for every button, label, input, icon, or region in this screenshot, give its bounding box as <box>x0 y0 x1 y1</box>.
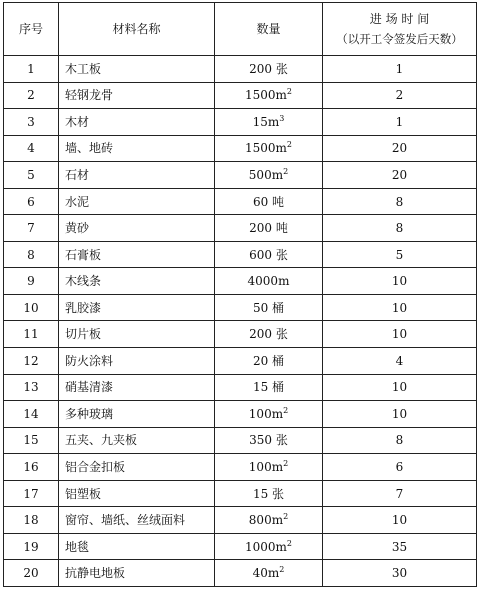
material-name: 多种玻璃 <box>59 401 215 428</box>
quantity-value: 40m <box>252 566 280 581</box>
material-name: 木材 <box>59 109 215 136</box>
quantity-value: 100m <box>248 459 284 474</box>
quantity-cell <box>215 401 323 428</box>
table-row <box>4 82 477 109</box>
unit-exponent: 3 <box>279 113 285 123</box>
entry-days: 10 <box>323 294 477 321</box>
material-name: 切片板 <box>59 321 215 348</box>
table-row <box>4 533 477 560</box>
quantity-value: 200 张 <box>249 327 288 342</box>
quantity-value: 1500m <box>244 141 287 156</box>
entry-days: 35 <box>323 533 477 560</box>
quantity-cell <box>215 427 323 454</box>
quantity-cell <box>215 507 323 534</box>
quantity-value: 100m <box>248 406 284 421</box>
header-no: 序号 <box>4 3 59 56</box>
quantity-value: 1000m <box>244 539 287 554</box>
quantity-cell <box>215 560 323 587</box>
header-quantity: 数量 <box>215 3 323 56</box>
quantity-value: 1500m <box>244 88 287 103</box>
entry-days: 10 <box>323 321 477 348</box>
row-number: 19 <box>4 533 59 560</box>
row-number: 5 <box>4 162 59 189</box>
unit-exponent: 2 <box>286 538 292 548</box>
quantity-value: 200 吨 <box>249 221 288 236</box>
entry-days: 2 <box>323 82 477 109</box>
entry-days: 8 <box>323 188 477 215</box>
row-number: 9 <box>4 268 59 295</box>
material-name: 轻钢龙骨 <box>59 82 215 109</box>
material-name: 窗帘、墙纸、丝绒面料 <box>59 507 215 534</box>
quantity-value: 15m <box>252 114 280 129</box>
unit-exponent: 2 <box>279 565 285 575</box>
material-name: 木工板 <box>59 56 215 83</box>
quantity-cell <box>215 321 323 348</box>
entry-days: 10 <box>323 268 477 295</box>
table-row <box>4 56 477 83</box>
quantity-cell <box>215 135 323 162</box>
table-header-row <box>4 3 477 56</box>
quantity-cell <box>215 56 323 83</box>
table-row <box>4 109 477 136</box>
unit-exponent: 2 <box>283 458 289 468</box>
table-row <box>4 507 477 534</box>
quantity-cell <box>215 374 323 401</box>
row-number: 1 <box>4 56 59 83</box>
material-name: 墙、地砖 <box>59 135 215 162</box>
quantity-cell <box>215 188 323 215</box>
quantity-cell <box>215 82 323 109</box>
row-number: 2 <box>4 82 59 109</box>
unit-exponent: 2 <box>283 512 289 522</box>
unit-exponent: 2 <box>286 140 292 150</box>
materials-table <box>3 2 477 587</box>
quantity-value: 800m <box>248 513 284 528</box>
material-name: 五夹、九夹板 <box>59 427 215 454</box>
row-number: 12 <box>4 348 59 375</box>
row-number: 15 <box>4 427 59 454</box>
entry-days: 10 <box>323 507 477 534</box>
quantity-value: 15 张 <box>252 486 285 501</box>
quantity-value: 200 张 <box>249 61 288 76</box>
entry-days: 6 <box>323 454 477 481</box>
table-row <box>4 454 477 481</box>
quantity-value: 600 张 <box>249 247 288 262</box>
row-number: 7 <box>4 215 59 242</box>
material-name: 水泥 <box>59 188 215 215</box>
quantity-value: 60 吨 <box>252 194 285 209</box>
table-row <box>4 374 477 401</box>
materials-schedule-document <box>3 2 477 587</box>
row-number: 6 <box>4 188 59 215</box>
quantity-value: 20 桶 <box>252 353 285 368</box>
material-name: 乳胶漆 <box>59 294 215 321</box>
row-number: 3 <box>4 109 59 136</box>
quantity-cell <box>215 480 323 507</box>
table-row <box>4 480 477 507</box>
material-name: 黄砂 <box>59 215 215 242</box>
quantity-cell <box>215 162 323 189</box>
unit-exponent: 2 <box>283 405 289 415</box>
table-row <box>4 215 477 242</box>
material-name: 硝基清漆 <box>59 374 215 401</box>
quantity-cell <box>215 454 323 481</box>
quantity-cell <box>215 215 323 242</box>
material-name: 木线条 <box>59 268 215 295</box>
entry-days: 8 <box>323 215 477 242</box>
unit-exponent: 2 <box>283 166 289 176</box>
table-row <box>4 241 477 268</box>
table-row <box>4 321 477 348</box>
material-name: 铝合金扣板 <box>59 454 215 481</box>
header-entry-time-note: （以开工令签发后天数） <box>336 32 463 46</box>
entry-days: 8 <box>323 427 477 454</box>
table-row <box>4 162 477 189</box>
row-number: 4 <box>4 135 59 162</box>
material-name: 石材 <box>59 162 215 189</box>
entry-days: 5 <box>323 241 477 268</box>
row-number: 20 <box>4 560 59 587</box>
row-number: 13 <box>4 374 59 401</box>
row-number: 10 <box>4 294 59 321</box>
row-number: 17 <box>4 480 59 507</box>
quantity-cell <box>215 268 323 295</box>
table-row <box>4 268 477 295</box>
material-name: 抗静电地板 <box>59 560 215 587</box>
material-name: 铝塑板 <box>59 480 215 507</box>
table-row <box>4 560 477 587</box>
row-number: 14 <box>4 401 59 428</box>
row-number: 8 <box>4 241 59 268</box>
quantity-value: 350 张 <box>249 433 288 448</box>
quantity-cell <box>215 533 323 560</box>
header-entry-time <box>323 3 477 56</box>
row-number: 16 <box>4 454 59 481</box>
entry-days: 4 <box>323 348 477 375</box>
table-row <box>4 401 477 428</box>
table-row <box>4 348 477 375</box>
entry-days: 1 <box>323 109 477 136</box>
quantity-cell <box>215 348 323 375</box>
entry-days: 10 <box>323 401 477 428</box>
material-name: 防火涂料 <box>59 348 215 375</box>
entry-days: 30 <box>323 560 477 587</box>
row-number: 18 <box>4 507 59 534</box>
material-name: 石膏板 <box>59 241 215 268</box>
entry-days: 1 <box>323 56 477 83</box>
entry-days: 20 <box>323 135 477 162</box>
table-row <box>4 135 477 162</box>
table-row <box>4 294 477 321</box>
material-name: 地毯 <box>59 533 215 560</box>
entry-days: 20 <box>323 162 477 189</box>
quantity-value: 15 桶 <box>252 380 285 395</box>
entry-days: 7 <box>323 480 477 507</box>
quantity-cell <box>215 294 323 321</box>
quantity-value: 50 桶 <box>252 300 285 315</box>
quantity-value: 4000m <box>247 274 290 289</box>
table-row <box>4 427 477 454</box>
header-entry-time-title: 进 场 时 间 <box>369 12 430 26</box>
unit-exponent: 2 <box>286 87 292 97</box>
quantity-cell <box>215 241 323 268</box>
quantity-value: 500m <box>248 167 284 182</box>
quantity-cell <box>215 109 323 136</box>
entry-days: 10 <box>323 374 477 401</box>
row-number: 11 <box>4 321 59 348</box>
table-row <box>4 188 477 215</box>
header-material-name: 材料名称 <box>59 3 215 56</box>
